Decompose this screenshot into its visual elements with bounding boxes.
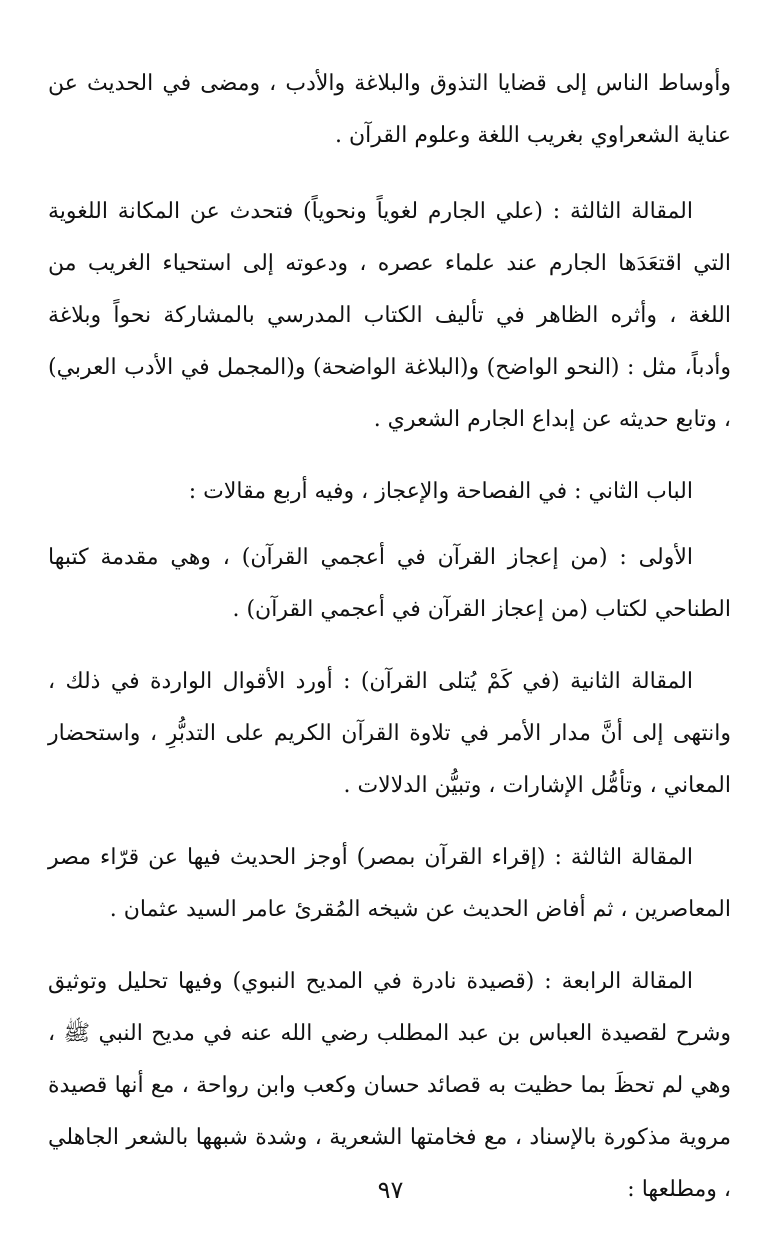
paragraph-third-article-recitation: المقالة الثالثة : (إقراء القرآن بمصر) أوجز الحديث فيها عن قرّاء مصر المعاصرين ، ثم أفاض الحديث عن شيخه المُقرئ عامر السيد عثمان . [48, 845, 731, 922]
paragraph-intro-continuation: وأوساط الناس إلى قضايا التذوق والبلاغة والأدب ، ومضى في الحديث عن عناية الشعراوي بغريب اللغة وعلوم القرآن . [48, 71, 731, 148]
page-number: ٩٧ [377, 1176, 404, 1204]
paragraph-first-article: الأولى : (من إعجاز القرآن في أعجمي القرآن) ، وهي مقدمة كتبها الطناحي لكتاب (من إعجاز القرآن في أعجمي القرآن) . [48, 545, 731, 622]
section-heading-part-two: الباب الثاني : في الفصاحة والإعجاز ، وفيه أربع مقالات : [188, 479, 693, 504]
paragraph-third-article-jarim: المقالة الثالثة : (علي الجارم لغوياً ونحوياً) فتحدث عن المكانة اللغوية التي اقتعَدَها الجارم عند علماء عصره ، ودعوته إلى استحياء الغريب من اللغة ، وأثره الظاهر في تأليف الكتاب المدرسي بالمشاركة نحواً وبلاغة وأدباً، مثل : (النحو الواضح) و(البلاغة الواضحة) و(المجمل في الأدب العربي) ، وتابع حديثه عن إبداع الجارم الشعري . [48, 199, 731, 432]
page-body [48, 58, 731, 1216]
paragraph-fourth-article: المقالة الرابعة : (قصيدة نادرة في المديح النبوي) وفيها تحليل وتوثيق وشرح لقصيدة العباس بن عبد المطلب رضي الله عنه في مديح النبي ﷺ ، وهي لم تحظَ بما حظيت به قصائد حسان وكعب وابن رواحة ، مع أنها قصيدة مروية مذكورة بالإسناد ، مع فخامتها الشعرية ، وشدة شبهها بالشعر الجاهلي ، ومطلعها : [48, 969, 731, 1202]
paragraph-second-article: المقالة الثانية (في كَمْ يُتلى القرآن) : أورد الأقوال الواردة في ذلك ، وانتهى إلى أنَّ مدار الأمر في تلاوة القرآن الكريم على التدبُّرِ ، واستحضار المعاني ، وتأمُّل الإشارات ، وتبيُّن الدلالات . [48, 669, 731, 798]
